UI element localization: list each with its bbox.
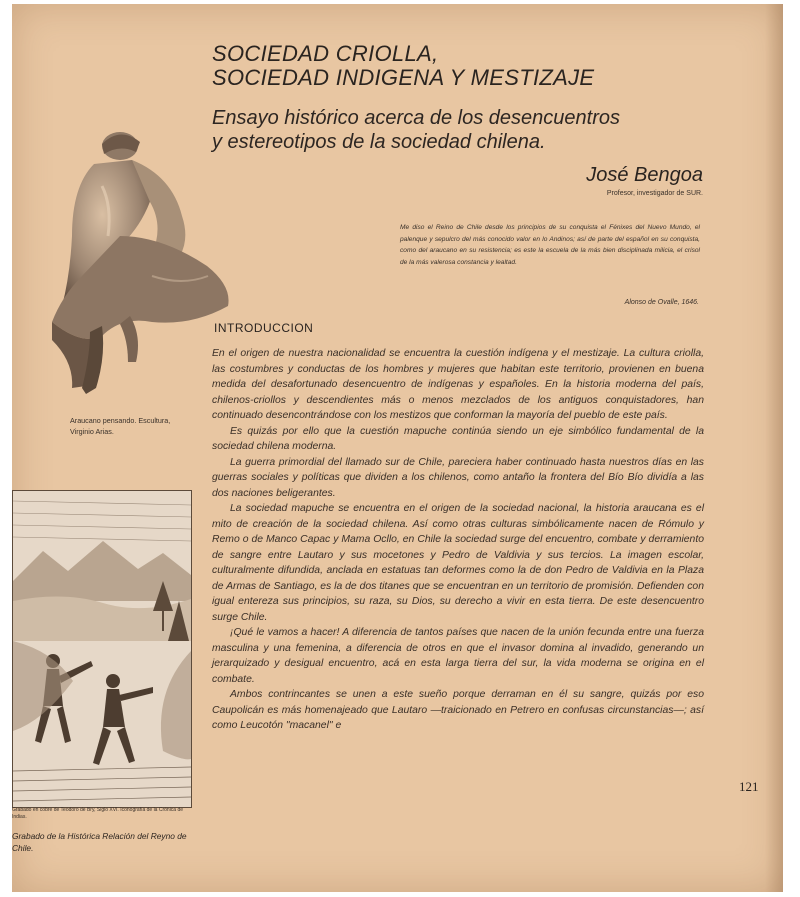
page-edge-shadow: [765, 4, 783, 892]
epigraph-source: Alonso de Ovalle, 1646.: [624, 299, 699, 306]
article-title: SOCIEDAD CRIOLLA, SOCIEDAD INDIGENA Y MESTIZAJE: [212, 41, 595, 90]
body-paragraph: Es quizás por ello que la cuestión mapuche continúa siendo un eje simbólico fundamental de la sociedad chilena moderna.: [212, 425, 704, 452]
section-heading: INTRODUCCION: [214, 321, 314, 335]
sculpture-photo: [32, 126, 234, 401]
engraving-caption: Grabado de la Histórica Relación del Reyno de Chile.: [12, 831, 187, 853]
article-subtitle: Ensayo histórico acerca de los desencuentros y estereotipos de la sociedad chilena.: [212, 107, 621, 153]
author-affiliation: Profesor, investigador de SUR.: [606, 190, 703, 197]
epigraph-text: Me diso el Reino de Chile desde los principios de su conquista el Fénixes del Nuevo Mundo, el palenque y sepulcro del más conocido valor en lo Andinos; así de parte del español en su conquista, como del araucano en su resistencia; es este la escuela de la más bien disciplinada milicia, el crisol de la más valerosa constancia y lealtad.: [400, 224, 700, 266]
engraving-image: [12, 490, 192, 808]
body-paragraph: En el origen de nuestra nacionalidad se encuentra la cuestión indígena y el mestizaje. La cultura criolla, las costumbres y conductas de los hombres y mujeres que habitan este territorio, provienen en buena medida del desafortunado desencuentro de indígenas y españoles. En la historia moderna del país, chilenos-criollos y descendientes más o menos mezclados de los antiguos conquistadores, han continuado desencontrándose con los mestizos que conforman la mayoría del pueblo de este país.: [212, 348, 704, 421]
scanned-page: [12, 4, 783, 892]
article-body: [212, 346, 704, 734]
article-author: José Bengoa: [586, 164, 703, 186]
sculpture-caption: Araucano pensando. Escultura, Virginio Arias.: [70, 416, 171, 436]
body-paragraph: ¡Qué le vamos a hacer! A diferencia de tantos países que nacen de la unión fecunda entre una fuerza masculina y una femenina, a diferencia de otros en que el invasor domina al invadido, generando un jerarquizado y desigual encuentro, acá en esta larga tierra del sur, la vida moderna se origina en el combate.: [212, 627, 704, 685]
engraving-illustration: [13, 491, 191, 807]
page-number: 121: [739, 779, 759, 794]
engraving-inner-caption: Grabado en cobre de Teodoro de Bry, Siglo XVI. Iconografía de la Crónica de Indias.: [12, 807, 184, 820]
body-paragraph: Ambos contrincantes se unen a este sueño porque derraman en él su sangre, quizás por eso Caupolicán es más homenajeado que Lautaro —traicionado en Petrero en confusas circunstancias—; así como Leucotón "macanel" e: [212, 689, 704, 731]
body-paragraph: La guerra primordial del llamado sur de Chile, pareciera haber continuado hasta nuestros días en las guerras sociales y políticas que dividen a los chilenos, como antaño la frontera del Bío Bío dividía a las dos naciones beligerantes.: [212, 456, 704, 499]
body-paragraph: La sociedad mapuche se encuentra en el origen de la sociedad nacional, la historia araucana es el mito de creación de la sociedad chilena. Así como otras culturas simbólicamente nacen de Rómulo y Remo o de Manco Capac y Mama Ocllo, en Chile la sociedad surge del encuentro, combate y derramiento de sangre entre Lautaro y sus mocetones y Pedro de Valdivia y sus tercios. La imagen escolar, culturalmente difundida, anclada en estatuas tan deformes como la de don Pedro de Valdivia en la Plaza de Armas de Santiago, es la de dos titanes que se encuentran en un territorio de promisión. Defienden con igual entereza sus principios, su raza, su Dios, su derecho a vivir en esta tierra. De este desencuentro surge Chile.: [212, 503, 704, 623]
